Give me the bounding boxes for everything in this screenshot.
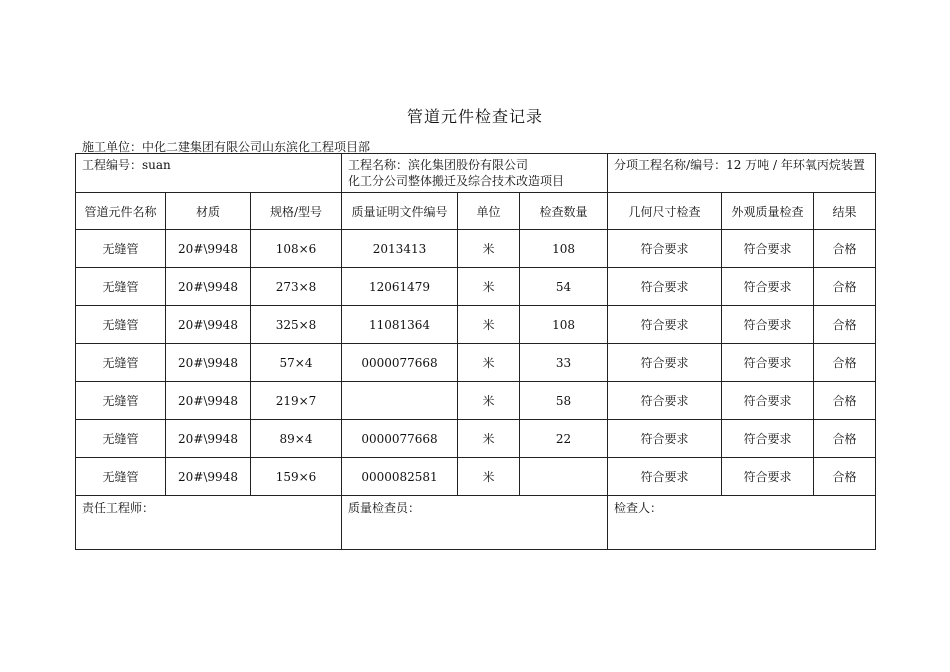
signature-row: [76, 496, 876, 550]
quantity-cell: [520, 458, 608, 496]
result-cell: 合格: [814, 268, 876, 306]
unit-cell: 米: [458, 458, 520, 496]
spec-cell: 159×6: [251, 458, 342, 496]
project-no-cell: [76, 154, 342, 193]
material-cell: 20#\9948: [166, 268, 251, 306]
table-row: [76, 268, 876, 306]
cert-no-cell: 12061479: [342, 268, 458, 306]
spec-cell: 273×8: [251, 268, 342, 306]
dimension-check-cell: 符合要求: [608, 306, 722, 344]
cert-no-cell: 2013413: [342, 230, 458, 268]
result-cell: 合格: [814, 382, 876, 420]
component-name-cell: 无缝管: [76, 306, 166, 344]
header-dimension-check: 几何尺寸检查: [608, 193, 722, 230]
appearance-check-cell: 符合要求: [722, 458, 814, 496]
result-cell: 合格: [814, 344, 876, 382]
quantity-cell: 108: [520, 306, 608, 344]
cert-no-cell: 11081364: [342, 306, 458, 344]
table-row: [76, 306, 876, 344]
sub-project: 分项工程名称/编号：12 万吨 / 年环氧丙烷装置: [614, 158, 865, 172]
sub-project-cell: [608, 154, 876, 193]
spec-cell: 219×7: [251, 382, 342, 420]
unit-cell: 米: [458, 382, 520, 420]
project-name-line1: 工程名称：滨化集团股份有限公司: [348, 158, 529, 172]
quantity-cell: 22: [520, 420, 608, 458]
material-cell: 20#\9948: [166, 230, 251, 268]
inspection-table: [75, 153, 876, 550]
result-cell: 合格: [814, 306, 876, 344]
cert-no-cell: 0000077668: [342, 420, 458, 458]
material-cell: 20#\9948: [166, 344, 251, 382]
dimension-check-cell: 符合要求: [608, 420, 722, 458]
table-row: [76, 382, 876, 420]
component-name-cell: 无缝管: [76, 344, 166, 382]
dimension-check-cell: 符合要求: [608, 344, 722, 382]
spec-cell: 57×4: [251, 344, 342, 382]
spec-cell: 108×6: [251, 230, 342, 268]
dimension-check-cell: 符合要求: [608, 230, 722, 268]
inspector-signature: 检查人：: [608, 496, 876, 550]
header-cert-no: 质量证明文件编号: [342, 193, 458, 230]
appearance-check-cell: 符合要求: [722, 344, 814, 382]
table-row: [76, 344, 876, 382]
project-name-cell: [342, 154, 608, 193]
header-component-name: 管道元件名称: [76, 193, 166, 230]
quality-inspector-signature: 质量检查员：: [342, 496, 608, 550]
header-unit: 单位: [458, 193, 520, 230]
header-quantity: 检查数量: [520, 193, 608, 230]
spec-cell: 89×4: [251, 420, 342, 458]
dimension-check-cell: 符合要求: [608, 458, 722, 496]
table-row: [76, 458, 876, 496]
appearance-check-cell: 符合要求: [722, 268, 814, 306]
component-name-cell: 无缝管: [76, 382, 166, 420]
result-cell: 合格: [814, 230, 876, 268]
header-appearance-check: 外观质量检查: [722, 193, 814, 230]
quantity-cell: 58: [520, 382, 608, 420]
unit-cell: 米: [458, 420, 520, 458]
result-cell: 合格: [814, 420, 876, 458]
component-name-cell: 无缝管: [76, 420, 166, 458]
unit-cell: 米: [458, 306, 520, 344]
dimension-check-cell: 符合要求: [608, 382, 722, 420]
cert-no-cell: [342, 382, 458, 420]
header-spec: 规格/型号: [251, 193, 342, 230]
engineer-signature: 责任工程师：: [76, 496, 342, 550]
header-row: [76, 193, 876, 230]
info-row: [76, 154, 876, 193]
project-no: 工程编号：suan: [82, 158, 171, 172]
component-name-cell: 无缝管: [76, 230, 166, 268]
dimension-check-cell: 符合要求: [608, 268, 722, 306]
header-result: 结果: [814, 193, 876, 230]
material-cell: 20#\9948: [166, 382, 251, 420]
project-name-line2: 化工分公司整体搬迁及综合技术改造项目: [348, 174, 565, 188]
appearance-check-cell: 符合要求: [722, 230, 814, 268]
page-title: 管道元件检查记录: [406, 107, 543, 126]
quantity-cell: 33: [520, 344, 608, 382]
table-row: [76, 230, 876, 268]
cert-no-cell: 0000082581: [342, 458, 458, 496]
cert-no-cell: 0000077668: [342, 344, 458, 382]
quantity-cell: 54: [520, 268, 608, 306]
quantity-cell: 108: [520, 230, 608, 268]
material-cell: 20#\9948: [166, 458, 251, 496]
appearance-check-cell: 符合要求: [722, 382, 814, 420]
unit-cell: 米: [458, 268, 520, 306]
result-cell: 合格: [814, 458, 876, 496]
material-cell: 20#\9948: [166, 306, 251, 344]
component-name-cell: 无缝管: [76, 458, 166, 496]
unit-cell: 米: [458, 230, 520, 268]
header-material: 材质: [166, 193, 251, 230]
appearance-check-cell: 符合要求: [722, 306, 814, 344]
unit-cell: 米: [458, 344, 520, 382]
table-row: [76, 420, 876, 458]
material-cell: 20#\9948: [166, 420, 251, 458]
construction-unit: 施工单位：中化二建集团有限公司山东滨化工程项目部: [82, 140, 371, 154]
component-name-cell: 无缝管: [76, 268, 166, 306]
spec-cell: 325×8: [251, 306, 342, 344]
appearance-check-cell: 符合要求: [722, 420, 814, 458]
